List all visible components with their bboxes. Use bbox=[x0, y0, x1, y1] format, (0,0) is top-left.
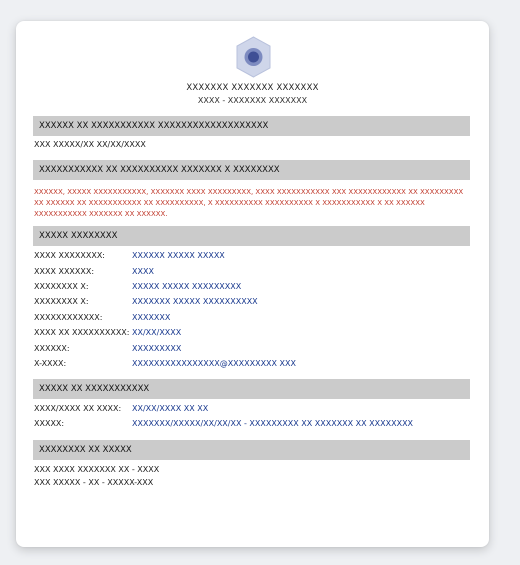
field-value: XXXXX XXXXX XXXXXXXXX bbox=[132, 282, 242, 291]
email-value: XXXXXXXXXXXXXXXX@XXXXXXXXX XXX bbox=[132, 359, 296, 368]
section-1-line: XXX XXXXX/XX XX/XX/XXXX bbox=[34, 140, 146, 149]
field-label: XXXXXXXX X: bbox=[34, 282, 89, 291]
section-header-3: XXXXX XXXXXXXX bbox=[33, 226, 470, 246]
field-label: XXXXX: bbox=[34, 419, 65, 428]
field-label: XXXX/XXXX XX XXXX: bbox=[34, 404, 122, 413]
section-header-5: XXXXXXXX XX XXXXX bbox=[33, 440, 470, 460]
field-label: X-XXXX: bbox=[34, 359, 67, 368]
section-header-1: XXXXXX XX XXXXXXXXXXX XXXXXXXXXXXXXXXXXXX bbox=[33, 116, 470, 136]
section-header-4: XXXXX XX XXXXXXXXXXX bbox=[33, 379, 470, 399]
organization-subtitle: XXXX - XXXXXXX XXXXXXX bbox=[197, 96, 308, 105]
shield-logo-icon bbox=[235, 36, 272, 78]
document-card bbox=[16, 21, 489, 547]
field-value: XXXXXXX/XXXXX/XX/XX/XX - XXXXXXXXX XX XXXXXXX XX XXXXXXXX bbox=[132, 419, 414, 428]
section-5-line: XXX XXXX XXXXXXX XX - XXXX bbox=[34, 465, 160, 474]
field-value: XXXXXX XXXXX XXXXX bbox=[132, 251, 225, 260]
field-label: XXXXXXXX X: bbox=[34, 297, 89, 306]
field-label: XXXXXXXXXXXX: bbox=[34, 313, 103, 322]
field-value: XXXXXXX bbox=[132, 313, 171, 322]
field-label: XXXX XXXXXX: bbox=[34, 267, 95, 276]
field-label: XXXXXX: bbox=[34, 344, 70, 353]
field-value: XX/XX/XXXX XX XX bbox=[132, 404, 209, 413]
warning-text: XXXXXX, XXXXX XXXXXXXXXXX, XXXXXXX XXXX XXXXXXXXX, XXXX XXXXXXXXXXX XXX XXXXXXXXXXXX XX XXXXXXXXX XX XXXXXX XX XXXXXXXXXXX XX XXXXXXXXXX, X XXXXXXXXXX XXXXXXXXXX X XXXXXXXXXXX X XX XXXXXX XXXXXXXXXXX XXXXXXX XX XXXXXX. bbox=[34, 188, 464, 218]
field-value: XXXXXXX XXXXX XXXXXXXXXX bbox=[132, 297, 258, 306]
field-value: XX/XX/XXXX bbox=[132, 328, 182, 337]
field-label: XXXX XX XXXXXXXXXX: bbox=[34, 328, 130, 337]
section-header-2: XXXXXXXXXXX XX XXXXXXXXXX XXXXXXX X XXXXXXXX bbox=[33, 160, 470, 180]
field-label: XXXX XXXXXXXX: bbox=[34, 251, 106, 260]
field-value: XXXXXXXXX bbox=[132, 344, 182, 353]
section-5-line: XXX XXXXX - XX - XXXXX-XXX bbox=[34, 478, 154, 487]
field-value: XXXX bbox=[132, 267, 154, 276]
organization-name: XXXXXXX XXXXXXX XXXXXXX bbox=[186, 83, 319, 93]
